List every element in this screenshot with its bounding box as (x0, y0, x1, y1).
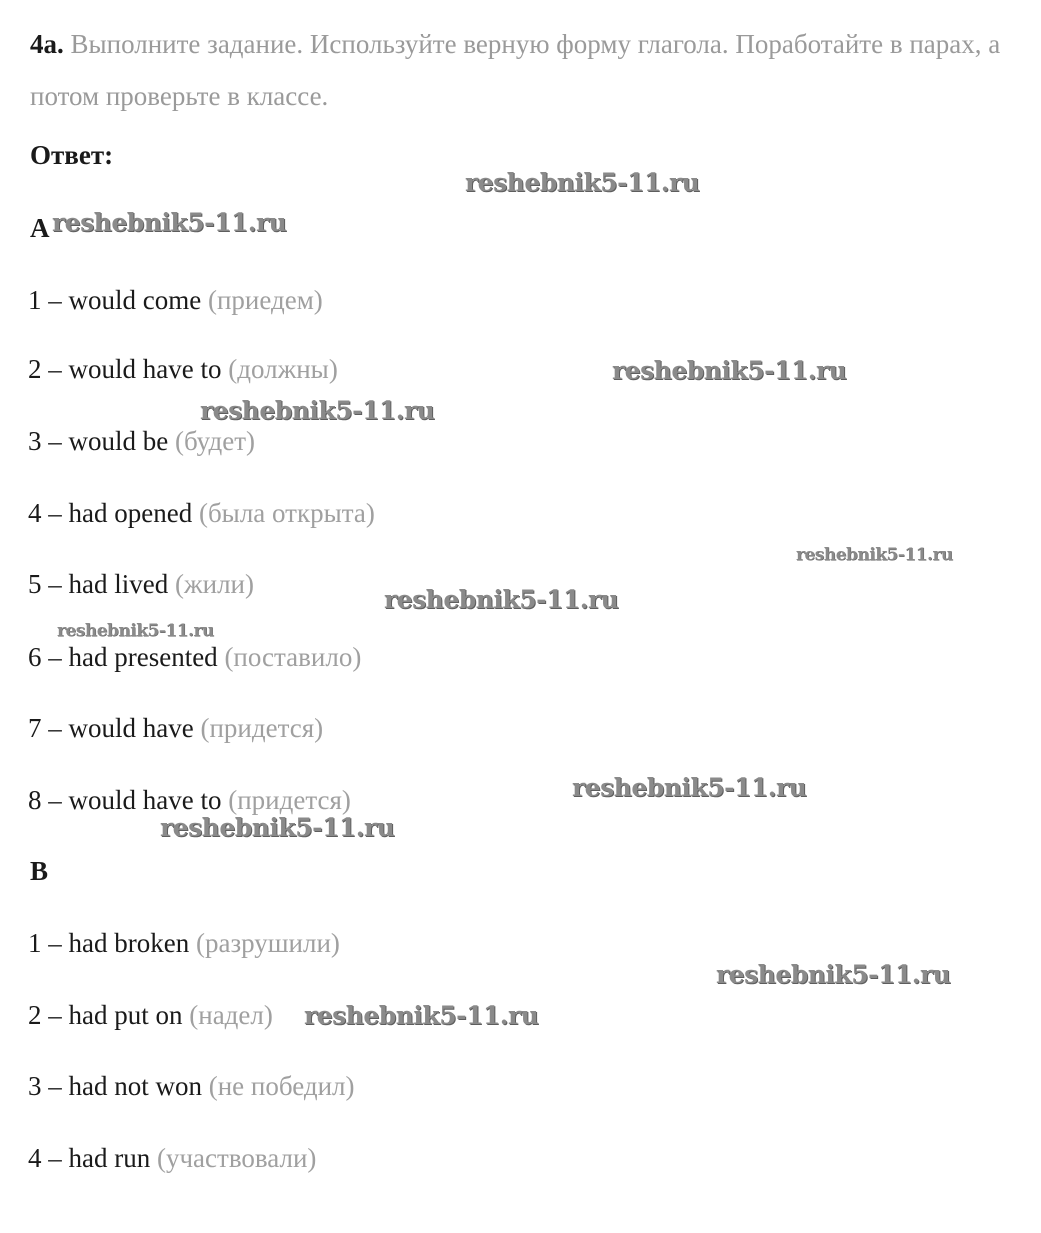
watermark: reshebnik5-11.ru (160, 813, 395, 842)
task-number: 4a. (30, 29, 64, 59)
answer-text: 1 – had broken (28, 928, 190, 958)
answer-text: 3 – would be (28, 426, 169, 456)
translation-text: (придется) (228, 785, 351, 815)
section-b-label: B (30, 856, 49, 886)
translation-text: (приедем) (207, 285, 323, 315)
list-item (28, 713, 323, 744)
list-item (28, 1071, 355, 1102)
watermark: reshebnik5-11.ru (57, 621, 214, 641)
watermark: reshebnik5-11.ru (572, 773, 807, 802)
answer-text: 2 – had put on (28, 1000, 183, 1030)
task-text: Выполните задание. Используйте верную форму глагола. Поработайте в парах, а потом проверьте в классе. (30, 29, 1001, 111)
watermark: reshebnik5-11.ru (200, 396, 435, 425)
answer-text: 2 – would have to (28, 354, 222, 384)
translation-text: (должны) (228, 354, 338, 384)
answer-text: 7 – would have (28, 713, 194, 743)
list-item (28, 785, 351, 816)
watermark: reshebnik5-11.ru (612, 356, 847, 385)
answer-text: 3 – had not won (28, 1071, 202, 1101)
translation-text: (участвовали) (156, 1143, 317, 1173)
translation-text: (жили) (174, 569, 254, 599)
answer-text: 1 – would come (28, 285, 202, 315)
watermark: reshebnik5-11.ru (796, 545, 953, 565)
translation-text: (разрушили) (195, 928, 340, 958)
watermark: reshebnik5-11.ru (465, 168, 700, 197)
list-item (28, 569, 254, 600)
list-item (28, 498, 375, 529)
translation-text: (придется) (200, 713, 324, 743)
list-item (28, 928, 340, 959)
translation-text: (будет) (174, 426, 255, 456)
answer-text: 4 – had opened (28, 498, 193, 528)
list-item (28, 642, 361, 673)
section-a-label: A (30, 213, 50, 243)
answer-text: 8 – would have to (28, 785, 222, 815)
answer-text: 4 – had run (28, 1143, 151, 1173)
list-item (28, 1143, 316, 1174)
watermark: reshebnik5-11.ru (384, 585, 619, 614)
watermark: reshebnik5-11.ru (304, 1001, 539, 1030)
watermark: reshebnik5-11.ru (52, 208, 287, 237)
watermark: reshebnik5-11.ru (716, 960, 951, 989)
answer-text: 5 – had lived (28, 569, 169, 599)
list-item (28, 1000, 273, 1031)
answer-label: Ответ: (30, 140, 114, 170)
list-item (28, 285, 323, 316)
answer-text: 6 – had presented (28, 642, 218, 672)
translation-text: (была открыта) (198, 498, 375, 528)
translation-text: (надел) (189, 1000, 273, 1030)
translation-text: (не победил) (208, 1071, 355, 1101)
list-item (28, 354, 338, 385)
translation-text: (поставило) (224, 642, 362, 672)
task-statement (30, 18, 1020, 122)
list-item (28, 426, 255, 457)
